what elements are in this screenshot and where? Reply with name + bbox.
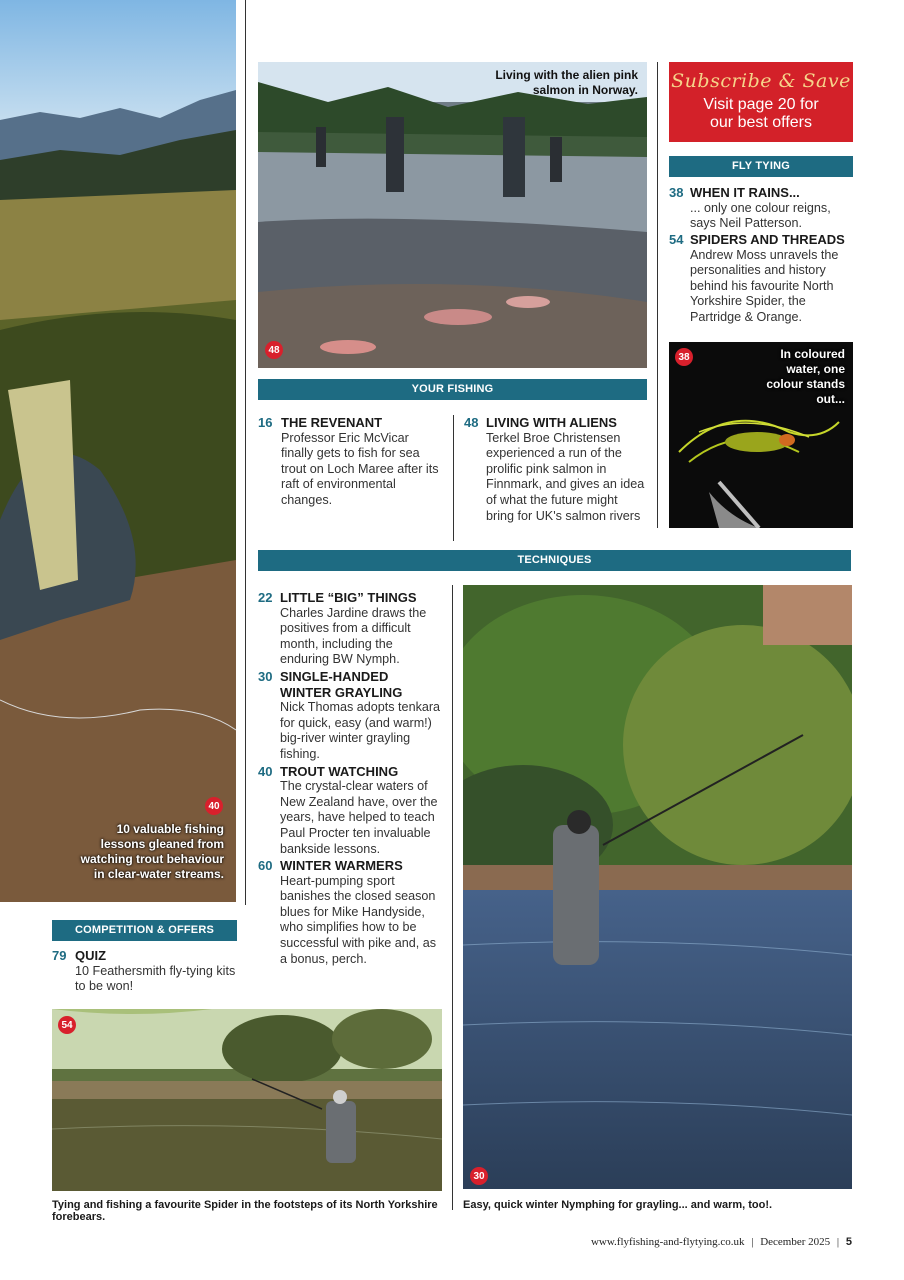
toc-entry[interactable]: [258, 858, 442, 967]
photo-badge: 38: [675, 348, 693, 366]
spider-fly-caption: In coloured water, one colour stands out...: [766, 347, 845, 406]
article-description: Terkel Broe Christensen experienced a run of the prolific pink salmon in Finnmark, and gives an idea of what the future might bring for UK's salmon rivers: [486, 430, 645, 523]
article-description: Heart-pumping sport banishes the closed season blues for Mike Handyside, who simplifies how to be successful with pike and, as a bonus, perch.: [280, 873, 437, 966]
page-number: 22: [258, 590, 273, 605]
page-number: 60: [258, 858, 273, 874]
photo-badge: 40: [205, 797, 223, 815]
article-description: ... only one colour reigns, says Neil Patterson.: [690, 200, 831, 231]
spider-fly-photo: [669, 342, 853, 528]
page-number: 54: [669, 232, 684, 247]
article-description: Nick Thomas adopts tenkara for quick, easy (and warm!) big-river winter grayling fishing.: [280, 700, 441, 761]
issue-date: December 2025: [760, 1236, 831, 1248]
toc-entry[interactable]: [258, 669, 442, 763]
page-number: 48: [464, 415, 479, 430]
article-title: WINTER WARMERS: [280, 858, 403, 874]
divider: [245, 0, 246, 905]
article-title: LIVING WITH ALIENS: [486, 415, 617, 430]
section-header-competition: COMPETITION & OFFERS: [52, 920, 237, 941]
norway-photo: [258, 62, 647, 368]
article-title: QUIZ: [75, 948, 107, 963]
page-number: 38: [669, 185, 684, 200]
article-title: SPIDERS AND THREADS: [690, 232, 845, 247]
page-number: 30: [258, 668, 273, 684]
article-description: The crystal-clear waters of New Zealand have, over the years, have helped to teach Paul Procter ten invaluable bankside lessons.: [280, 779, 438, 856]
section-header-fly-tying: FLY TYING: [669, 156, 853, 177]
article-title: WHEN IT RAINS...: [690, 185, 800, 200]
article-description: Andrew Moss unravels the personalities and history behind his favourite North Yorkshire Spider, the Partridge & Orange.: [690, 247, 839, 324]
toc-entry[interactable]: [258, 764, 442, 858]
photo-badge: 30: [470, 1167, 488, 1185]
article-description: Charles Jardine draws the positives from a difficult month, including the enduring BW Nymph.: [280, 605, 427, 667]
photo-badge: 48: [265, 341, 283, 359]
article-title: SINGLE-HANDED WINTER GRAYLING: [280, 668, 403, 700]
page-number-footer: 5: [845, 1236, 852, 1248]
river-wading-caption: Tying and fishing a favourite Spider in the footsteps of its North Yorkshire forebears.: [52, 1199, 438, 1223]
photo-badge: 54: [58, 1016, 76, 1034]
grayling-photo: [463, 585, 852, 1189]
divider: [453, 415, 454, 541]
subscribe-title: Subscribe & Save: [671, 70, 851, 92]
page-number: 79: [52, 948, 67, 963]
landscape-photo: [0, 0, 236, 902]
page-footer: [591, 1236, 852, 1248]
subscribe-line: Visit page 20 for: [703, 96, 819, 113]
norway-caption: Living with the alien pink salmon in Norway.: [495, 68, 638, 97]
article-title: LITTLE “BIG” THINGS: [280, 590, 417, 605]
article-title: THE REVENANT: [281, 415, 383, 430]
divider: [657, 62, 658, 528]
grayling-caption: Easy, quick winter Nymphing for grayling... and warm, too!.: [463, 1199, 773, 1211]
site-url[interactable]: www.flyfishing-and-flytying.co.uk: [590, 1236, 745, 1248]
toc-entry[interactable]: [258, 415, 442, 509]
subscribe-line: our best offers: [710, 114, 812, 131]
toc-entry[interactable]: [52, 948, 237, 995]
section-header-techniques: TECHNIQUES: [258, 550, 851, 571]
page-number: 40: [258, 763, 273, 779]
toc-entry[interactable]: [258, 590, 442, 668]
divider: [452, 585, 453, 1210]
page-number: 16: [258, 415, 273, 430]
article-title: TROUT WATCHING: [280, 763, 399, 779]
toc-entry[interactable]: [669, 185, 853, 232]
article-description: Professor Eric McVicar finally gets to fish for sea trout on Loch Maree after its raft of environmental changes.: [281, 430, 439, 507]
article-description: 10 Feathersmith fly-tying kits to be won!: [75, 963, 236, 994]
techniques-list: [258, 590, 442, 967]
toc-entry[interactable]: [669, 232, 853, 326]
river-wading-photo: [52, 1009, 442, 1191]
toc-entry[interactable]: [464, 415, 646, 524]
subscribe-promo[interactable]: [669, 62, 853, 142]
section-header-your-fishing: YOUR FISHING: [258, 379, 647, 400]
footer-separator: |: [836, 1236, 840, 1248]
landscape-caption: 10 valuable fishing lessons gleaned from watching trout behaviour in clear-water streams.: [80, 822, 224, 881]
footer-separator: |: [751, 1236, 754, 1248]
